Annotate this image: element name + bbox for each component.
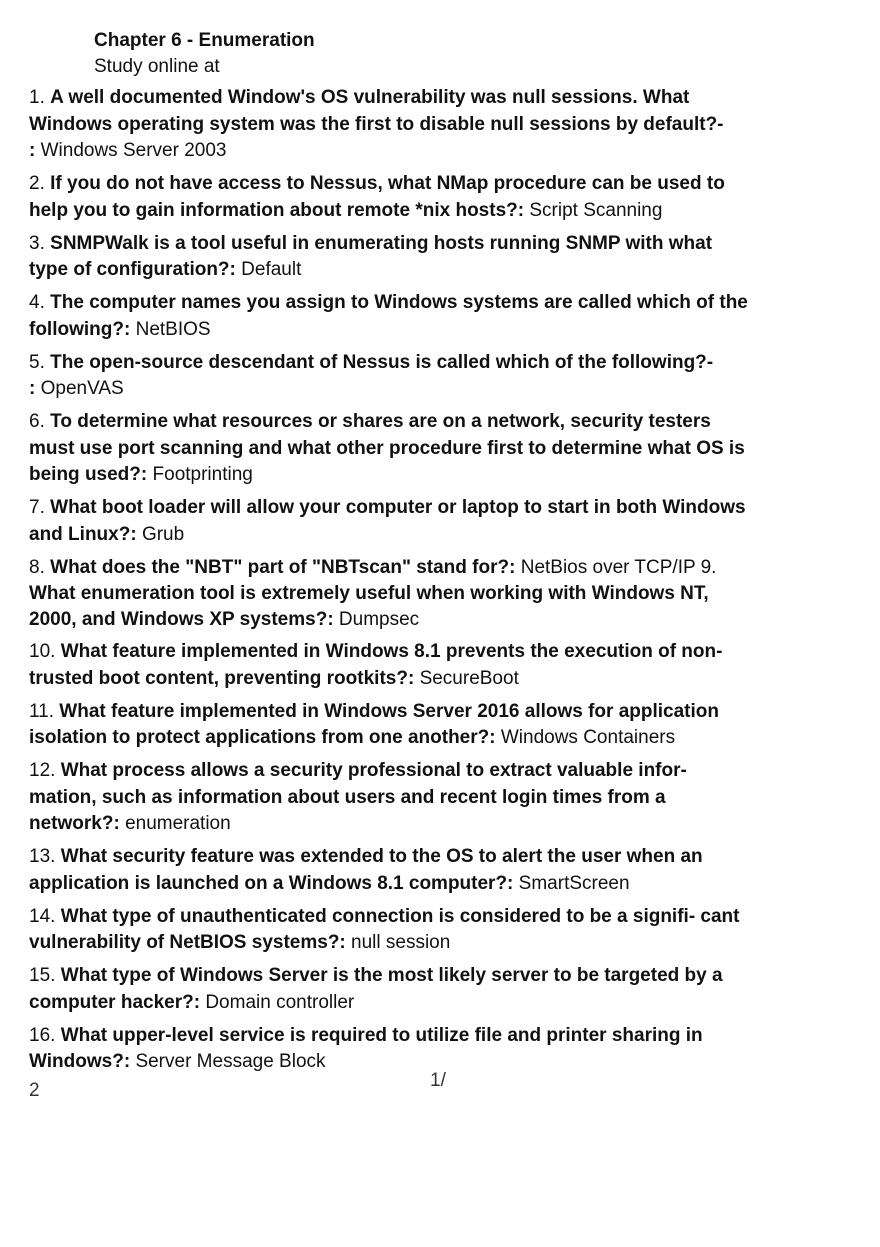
qa-separator: : bbox=[29, 378, 36, 399]
qa-answer: enumeration bbox=[125, 813, 231, 834]
qa-answer: Grub bbox=[141, 523, 185, 545]
qa-question: What feature implemented in Windows Server 2016 allows for application isolation to protect applications from one another?: bbox=[29, 700, 719, 748]
qa-item-5 bbox=[29, 350, 749, 403]
qa-item-7 bbox=[29, 495, 749, 548]
qa-number: 14. bbox=[29, 905, 56, 927]
qa-number: 4. bbox=[29, 292, 45, 313]
qa-number: 11. bbox=[29, 700, 55, 722]
qa-answer: SecureBoot bbox=[419, 667, 519, 689]
qa-separator: : bbox=[29, 140, 36, 161]
qa-question: What security feature was extended to the OS to alert the user when an application is launched on a Windows 8.1 computer?: bbox=[29, 846, 703, 894]
qa-question: The computer names you assign to Windows systems are called which of the following?: bbox=[29, 292, 748, 340]
qa-number: 9. bbox=[700, 556, 717, 578]
qa-answer: NetBIOS bbox=[135, 318, 211, 340]
qa-item-12 bbox=[29, 758, 749, 838]
qa-answer: OpenVAS bbox=[40, 378, 124, 399]
qa-question: What process allows a security professional to extract valuable infor- mation, such as information about users and recent login times from a network?: bbox=[29, 760, 687, 834]
qa-item-15 bbox=[29, 963, 749, 1016]
qa-answer: Windows Containers bbox=[500, 727, 676, 748]
qa-item-1 bbox=[29, 85, 749, 165]
qa-item-13 bbox=[29, 844, 749, 897]
qa-answer: Script Scanning bbox=[529, 199, 663, 221]
qa-question: What upper-level service is required to utilize file and printer sharing in Windows?: bbox=[29, 1024, 703, 1072]
qa-item-10 bbox=[29, 639, 749, 692]
qa-answer: NetBios over TCP/IP bbox=[520, 556, 696, 578]
qa-answer: SmartScreen bbox=[518, 872, 630, 894]
qa-answer: Dumpsec bbox=[338, 608, 420, 630]
qa-question: What type of Windows Server is the most likely server to be targeted by a computer hacker?: bbox=[29, 965, 723, 1013]
qa-question: The open-source descendant of Nessus is called which of the following?- bbox=[50, 351, 714, 373]
qa-item-4 bbox=[29, 290, 749, 343]
qa-answer: Server Message Block bbox=[135, 1051, 326, 1072]
qa-answer: Footprinting bbox=[152, 464, 253, 485]
qa-item-16 bbox=[29, 1023, 749, 1076]
qa-number: 13. bbox=[29, 846, 56, 867]
qa-question: SNMPWalk is a tool useful in enumerating hosts running SNMP with what type of configuration?: bbox=[29, 232, 713, 280]
qa-number: 12. bbox=[29, 760, 56, 781]
qa-question: What feature implemented in Windows 8.1 prevents the execution of non-trusted boot content, preventing rootkits?: bbox=[29, 641, 723, 689]
qa-number: 8. bbox=[29, 556, 45, 578]
qa-number: 16. bbox=[29, 1024, 56, 1046]
chapter-title: Chapter 6 - Enumeration bbox=[94, 30, 315, 51]
qa-number: 7. bbox=[29, 497, 45, 518]
document-header bbox=[94, 28, 315, 80]
qa-item-2 bbox=[29, 171, 749, 224]
qa-question: A well documented Window's OS vulnerability was null sessions. What Windows operating system was the first to disable null sessions by default?- bbox=[29, 87, 724, 135]
qa-question: If you do not have access to Nessus, what NMap procedure can be used to help you to gain information about remote *nix hosts?: bbox=[29, 173, 725, 221]
qa-number: 15. bbox=[29, 965, 56, 986]
qa-number: 10. bbox=[29, 641, 56, 662]
qa-number: 1. bbox=[29, 87, 45, 108]
qa-question: What enumeration tool is extremely useful when working with Windows NT, 2000, and Windows XP systems?: bbox=[29, 582, 709, 630]
qa-list bbox=[29, 85, 749, 1082]
page-total: 2 bbox=[29, 1080, 40, 1101]
qa-question: To determine what resources or shares are on a network, security testers must use port scanning and what other procedure first to determine what OS is being used?: bbox=[29, 411, 745, 485]
qa-item-3 bbox=[29, 231, 749, 284]
qa-number: 6. bbox=[29, 411, 45, 432]
qa-number: 2. bbox=[29, 173, 45, 194]
qa-question: What boot loader will allow your computer or laptop to start in both Windows and Linux?: bbox=[29, 497, 746, 545]
qa-question: What does the "NBT" part of "NBTscan" stand for?: bbox=[50, 556, 516, 578]
qa-answer: Default bbox=[241, 259, 302, 280]
qa-answer: Domain controller bbox=[205, 991, 355, 1013]
qa-item-6 bbox=[29, 409, 749, 489]
qa-answer: Windows Server 2003 bbox=[40, 140, 227, 161]
qa-item-8-9 bbox=[29, 555, 749, 633]
page-indicator: 1/ bbox=[430, 1070, 446, 1091]
qa-answer: null session bbox=[351, 932, 451, 953]
qa-item-14 bbox=[29, 904, 749, 957]
study-online-text: Study online at bbox=[94, 56, 220, 77]
qa-item-11 bbox=[29, 699, 749, 752]
qa-number: 5. bbox=[29, 351, 45, 373]
qa-question: What type of unauthenticated connection is considered to be a signifi- cant vulnerability of NetBIOS systems?: bbox=[29, 905, 740, 953]
qa-number: 3. bbox=[29, 232, 45, 254]
